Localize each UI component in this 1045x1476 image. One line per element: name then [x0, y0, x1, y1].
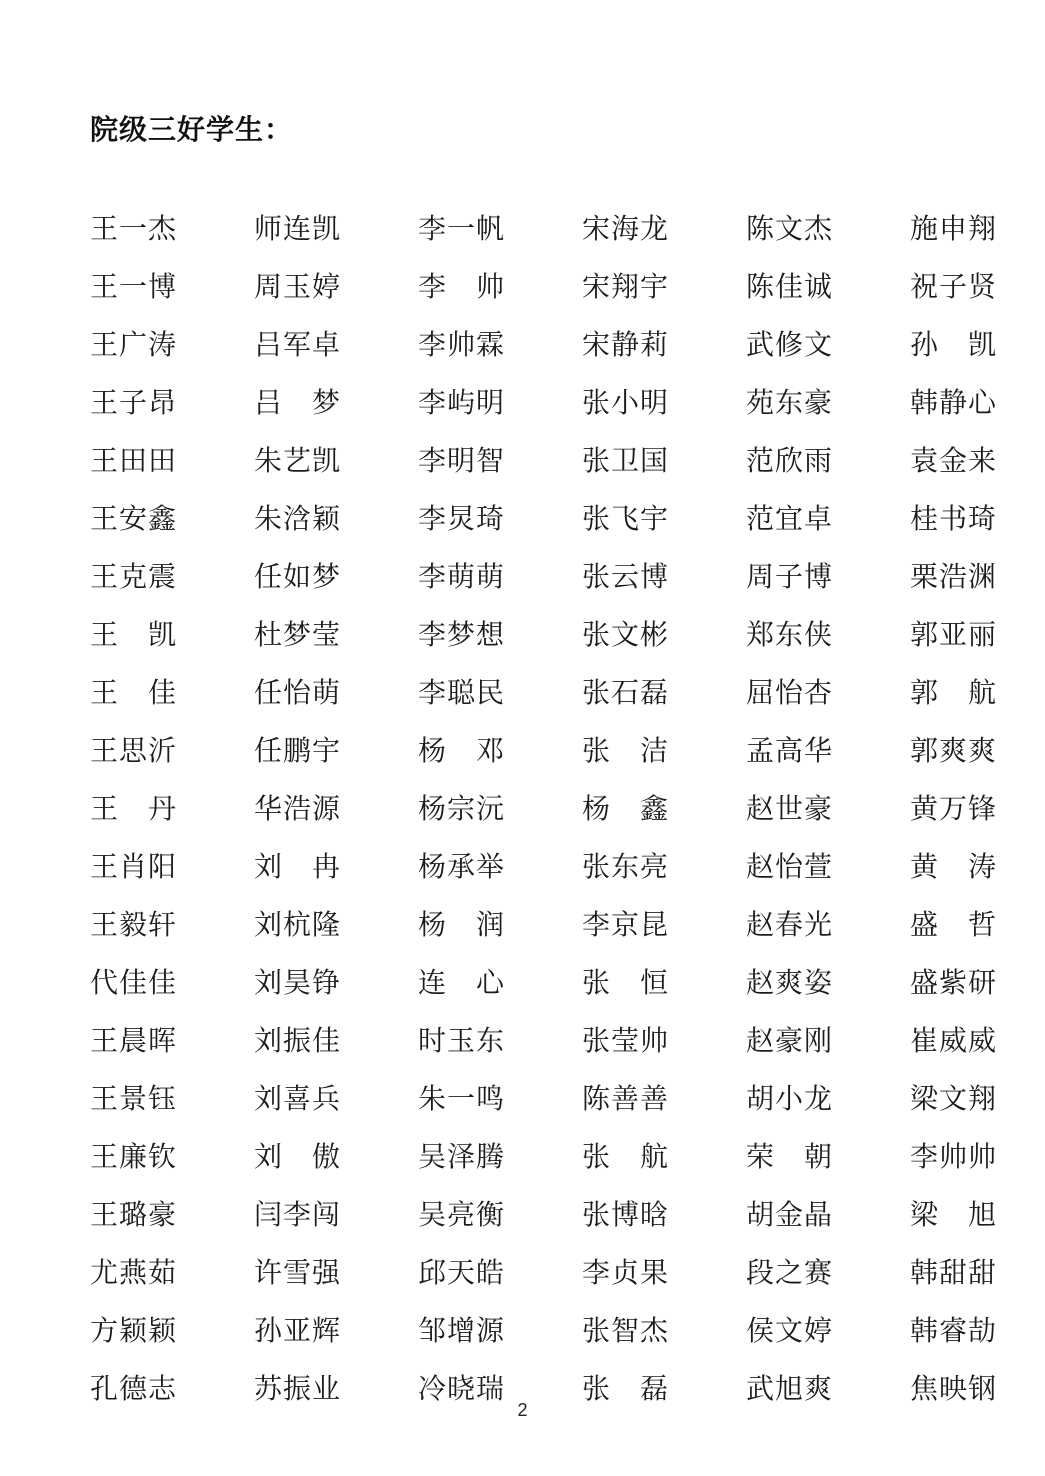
student-name: 陈佳诚 — [746, 270, 834, 303]
student-name: 范欣雨 — [746, 444, 834, 477]
student-name: 王子昂 — [90, 386, 178, 419]
student-name: 张智杰 — [582, 1314, 670, 1347]
student-name: 焦映钢 — [910, 1372, 998, 1405]
student-name: 苑东豪 — [746, 386, 834, 419]
student-name: 王璐豪 — [90, 1198, 178, 1231]
student-name: 孙亚辉 — [254, 1314, 342, 1347]
student-name: 武修文 — [746, 328, 834, 361]
student-name: 张博晗 — [582, 1198, 670, 1231]
student-name: 盛紫研 — [910, 966, 998, 999]
student-name: 李 帅 — [418, 270, 506, 303]
student-name: 杨 润 — [418, 908, 506, 941]
student-name: 吕军卓 — [254, 328, 342, 361]
name-grid — [90, 200, 1010, 1418]
student-name: 崔威威 — [910, 1024, 998, 1057]
student-name: 李屿明 — [418, 386, 506, 419]
student-name: 郭亚丽 — [910, 618, 998, 651]
student-name: 杨 鑫 — [582, 792, 670, 825]
student-name: 李萌萌 — [418, 560, 506, 593]
student-name: 王景钰 — [90, 1082, 178, 1115]
student-name: 盛 哲 — [910, 908, 998, 941]
student-name: 王一杰 — [90, 212, 178, 245]
student-name: 朱一鸣 — [418, 1082, 506, 1115]
student-name: 李帅帅 — [910, 1140, 998, 1173]
student-name: 张 磊 — [582, 1372, 670, 1405]
student-name: 宋海龙 — [582, 212, 670, 245]
student-name: 闫李闯 — [254, 1198, 342, 1231]
student-name: 张石磊 — [582, 676, 670, 709]
student-name: 赵世豪 — [746, 792, 834, 825]
student-name: 赵怡萱 — [746, 850, 834, 883]
student-name: 宋翔宇 — [582, 270, 670, 303]
student-name: 黄 涛 — [910, 850, 998, 883]
student-name: 韩睿劼 — [910, 1314, 998, 1347]
student-name: 杨承举 — [418, 850, 506, 883]
student-name: 侯文婷 — [746, 1314, 834, 1347]
student-name: 代佳佳 — [90, 966, 178, 999]
student-name: 梁文翔 — [910, 1082, 998, 1115]
student-name: 李明智 — [418, 444, 506, 477]
student-name: 陈善善 — [582, 1082, 670, 1115]
student-name: 冷晓瑞 — [418, 1372, 506, 1405]
student-name: 王广涛 — [90, 328, 178, 361]
student-name: 杜梦莹 — [254, 618, 342, 651]
student-name: 王 凯 — [90, 618, 178, 651]
student-name: 刘 冉 — [254, 850, 342, 883]
section-title: 院级三好学生： — [90, 113, 294, 146]
student-name: 赵春光 — [746, 908, 834, 941]
page-number: 2 — [517, 1400, 528, 1420]
student-name: 刘 傲 — [254, 1140, 342, 1173]
student-name: 苏振业 — [254, 1372, 342, 1405]
student-name: 华浩源 — [254, 792, 342, 825]
student-name: 尤燕茹 — [90, 1256, 178, 1289]
student-name: 胡小龙 — [746, 1082, 834, 1115]
student-name: 张飞宇 — [582, 502, 670, 535]
student-name: 王 丹 — [90, 792, 178, 825]
student-name: 方颖颖 — [90, 1314, 178, 1347]
student-name: 王一博 — [90, 270, 178, 303]
student-name: 胡金晶 — [746, 1198, 834, 1231]
student-name: 栗浩渊 — [910, 560, 998, 593]
student-name: 宋静莉 — [582, 328, 670, 361]
student-name: 任如梦 — [254, 560, 342, 593]
student-name: 刘振佳 — [254, 1024, 342, 1057]
student-name: 李贞果 — [582, 1256, 670, 1289]
student-name: 孔德志 — [90, 1372, 178, 1405]
student-name: 吴泽腾 — [418, 1140, 506, 1173]
student-name: 武旭爽 — [746, 1372, 834, 1405]
student-name: 韩静心 — [910, 386, 998, 419]
student-name: 范宜卓 — [746, 502, 834, 535]
student-name: 王肖阳 — [90, 850, 178, 883]
student-name: 郭爽爽 — [910, 734, 998, 767]
student-name: 时玉东 — [418, 1024, 506, 1057]
student-name: 吕 梦 — [254, 386, 342, 419]
student-name: 张莹帅 — [582, 1024, 670, 1057]
student-name: 王安鑫 — [90, 502, 178, 535]
student-name: 杨 邓 — [418, 734, 506, 767]
student-name: 王克震 — [90, 560, 178, 593]
student-name: 王廉钦 — [90, 1140, 178, 1173]
student-name: 刘杭隆 — [254, 908, 342, 941]
student-name: 朱艺凯 — [254, 444, 342, 477]
student-name: 王晨晖 — [90, 1024, 178, 1057]
student-name: 张东亮 — [582, 850, 670, 883]
student-name: 李炅琦 — [418, 502, 506, 535]
student-name: 李京昆 — [582, 908, 670, 941]
student-name: 师连凯 — [254, 212, 342, 245]
student-name: 李聪民 — [418, 676, 506, 709]
student-name: 祝子贤 — [910, 270, 998, 303]
student-name: 连 心 — [418, 966, 506, 999]
student-name: 孙 凯 — [910, 328, 998, 361]
student-name: 李梦想 — [418, 618, 506, 651]
student-name: 张云博 — [582, 560, 670, 593]
student-name: 吴亮衡 — [418, 1198, 506, 1231]
student-name: 段之赛 — [746, 1256, 834, 1289]
student-name: 杨宗沅 — [418, 792, 506, 825]
student-name: 桂书琦 — [910, 502, 998, 535]
student-name: 陈文杰 — [746, 212, 834, 245]
student-name: 梁 旭 — [910, 1198, 998, 1231]
student-name: 张文彬 — [582, 618, 670, 651]
student-name: 周玉婷 — [254, 270, 342, 303]
student-name: 郭 航 — [910, 676, 998, 709]
student-name: 施申翔 — [910, 212, 998, 245]
student-name: 韩甜甜 — [910, 1256, 998, 1289]
student-name: 荣 朝 — [746, 1140, 834, 1173]
student-name: 邹增源 — [418, 1314, 506, 1347]
student-name: 刘昊铮 — [254, 966, 342, 999]
student-name: 张卫国 — [582, 444, 670, 477]
student-name: 赵豪刚 — [746, 1024, 834, 1057]
student-name: 张 航 — [582, 1140, 670, 1173]
student-name: 黄万锋 — [910, 792, 998, 825]
student-name: 屈怡杏 — [746, 676, 834, 709]
student-name: 刘喜兵 — [254, 1082, 342, 1115]
student-name: 王毅轩 — [90, 908, 178, 941]
student-name: 张 洁 — [582, 734, 670, 767]
student-name: 张 恒 — [582, 966, 670, 999]
student-name: 邱天皓 — [418, 1256, 506, 1289]
student-name: 赵爽姿 — [746, 966, 834, 999]
student-name: 郑东侠 — [746, 618, 834, 651]
student-name: 李一帆 — [418, 212, 506, 245]
student-name: 王 佳 — [90, 676, 178, 709]
student-name: 任鹏宇 — [254, 734, 342, 767]
student-name: 任怡萌 — [254, 676, 342, 709]
student-name: 周子博 — [746, 560, 834, 593]
student-name: 张小明 — [582, 386, 670, 419]
student-name: 许雪强 — [254, 1256, 342, 1289]
student-name: 朱浛颖 — [254, 502, 342, 535]
student-name: 李帅霖 — [418, 328, 506, 361]
student-name: 孟高华 — [746, 734, 834, 767]
student-name: 袁金来 — [910, 444, 998, 477]
student-name: 王田田 — [90, 444, 178, 477]
student-name: 王思沂 — [90, 734, 178, 767]
